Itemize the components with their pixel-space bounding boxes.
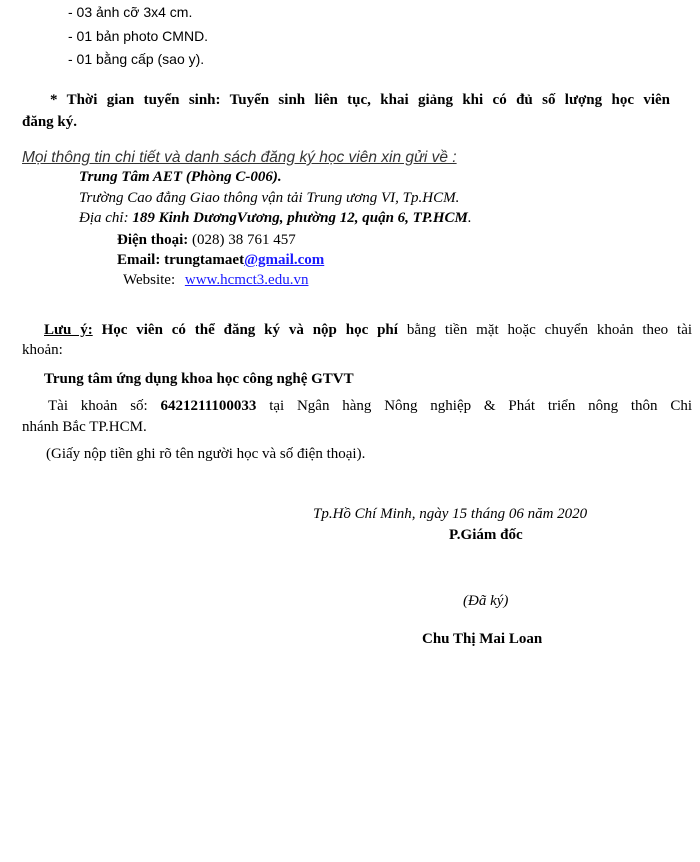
website-link[interactable]: www.hcmct3.edu.vn xyxy=(184,272,309,288)
signer-position: P.Giám đốc xyxy=(449,527,523,543)
address-line xyxy=(79,208,472,228)
org-name: Trung tâm ứng dụng khoa học công nghệ GTVT xyxy=(44,371,354,387)
note-bold-text: Học viên có thể đăng ký và nộp học phí xyxy=(101,322,398,338)
account-number: 6421211100033 xyxy=(160,398,257,414)
address-value: 189 Kinh DươngVương, phường 12, quận 6, TP.HCM xyxy=(132,210,468,226)
phone-label: Điện thoại: xyxy=(117,232,189,248)
email-user: trungtamaet xyxy=(164,252,245,268)
enrollment-line2: đăng ký. xyxy=(22,114,78,130)
note-line2: khoản: xyxy=(22,342,63,358)
note-rest-text: bằng tiền mặt hoặc chuyển khoản theo tài xyxy=(406,322,693,338)
requirement-photos: - 03 ảnh cỡ 3x4 cm. xyxy=(68,4,193,20)
account-line1 xyxy=(22,396,692,416)
bank-line1: tại Ngân hàng Nông nghiệp & Phát triển nông thôn Chi xyxy=(269,398,693,414)
address-end: . xyxy=(467,210,472,226)
center-name: Trung Tâm AET (Phòng C-006). xyxy=(79,169,282,185)
email-label: Email: xyxy=(117,252,161,268)
contact-heading: Mọi thông tin chi tiết và danh sách đăng ký học viên xin gửi về : xyxy=(22,149,457,166)
school-name: Trường Cao đẳng Giao thông vận tải Trung ương VI, Tp.HCM. xyxy=(79,190,460,206)
account-label: Tài khoản số: xyxy=(48,398,148,414)
requirement-id-copy: - 01 bản photo CMND. xyxy=(68,28,209,44)
phone-value: (028) 38 761 457 xyxy=(192,232,296,248)
place-date: Tp.Hồ Chí Minh, ngày 15 tháng 06 năm 2020 xyxy=(313,506,588,522)
requirement-degree: - 01 bằng cấp (sao y). xyxy=(68,51,205,67)
payment-note: (Giấy nộp tiền ghi rõ tên người học và số điện thoại). xyxy=(46,446,366,462)
signer-name: Chu Thị Mai Loan xyxy=(422,631,543,647)
enrollment-line1 xyxy=(22,90,670,110)
enrollment-text: Tuyển sinh liên tục, khai giảng khi có đủ số lượng học viên xyxy=(229,92,670,108)
phone-line xyxy=(117,230,296,250)
note-line1 xyxy=(22,320,692,340)
signed-note: (Đã ký) xyxy=(463,593,509,609)
enrollment-label: * Thời gian tuyển sinh: xyxy=(50,92,221,108)
website-line xyxy=(123,270,308,290)
website-label: Website: xyxy=(123,272,176,288)
note-label: Lưu ý: xyxy=(44,322,93,338)
email-link[interactable]: @gmail.com xyxy=(244,252,325,268)
bank-line2: nhánh Bắc TP.HCM. xyxy=(22,419,147,435)
email-line xyxy=(117,250,324,270)
address-label: Địa chỉ: xyxy=(79,210,129,226)
